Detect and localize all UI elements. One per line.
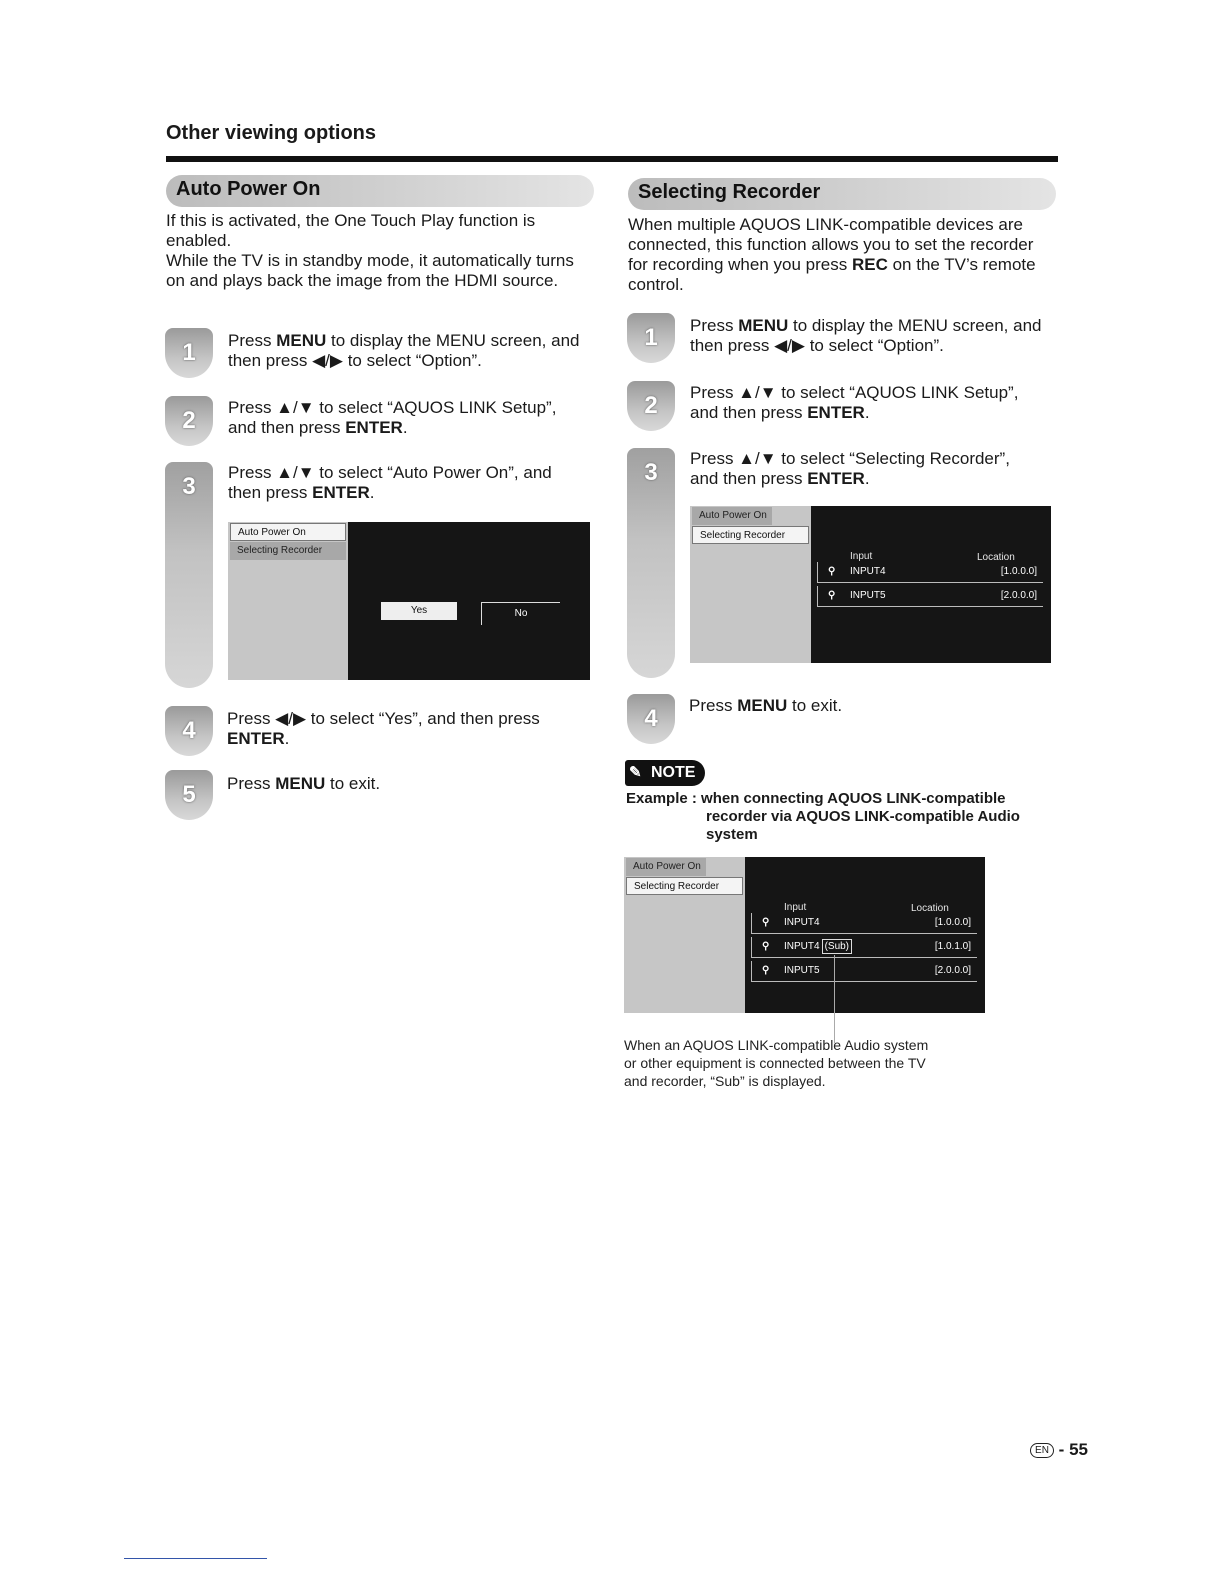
- left-intro: [166, 211, 574, 291]
- no-button[interactable]: No: [481, 602, 560, 625]
- intro-line: control.: [628, 275, 684, 294]
- recorder-row[interactable]: [817, 562, 1043, 583]
- device-icon: ⚲: [762, 965, 770, 976]
- menu-item-auto-power-on[interactable]: Auto Power On: [230, 523, 346, 541]
- step-badge: 2: [165, 396, 213, 446]
- heading-auto-power-on: [166, 175, 594, 207]
- recorder-row[interactable]: [751, 913, 977, 934]
- intro-line: for recording when you press REC on the TV’s remote: [628, 255, 1036, 274]
- intro-line: If this is activated, the One Touch Play function is: [166, 211, 536, 230]
- device-icon: ⚲: [828, 566, 836, 577]
- device-icon: ⚲: [762, 941, 770, 952]
- row-location: [1.0.0.0]: [934, 917, 971, 928]
- row-input: INPUT4: [784, 917, 820, 928]
- col-location-header: Location: [911, 903, 949, 914]
- footer-line: [124, 1558, 267, 1559]
- sub-tag: (Sub): [822, 939, 852, 954]
- note-badge: ✎ NOTE: [625, 760, 705, 786]
- step-badge: 3: [165, 462, 213, 688]
- yes-button[interactable]: Yes: [381, 602, 457, 620]
- row-input: INPUT4: [850, 566, 886, 577]
- step-badge: 5: [165, 770, 213, 820]
- menu-pane: [624, 857, 745, 1013]
- step-text: Press ▲/▼ to select “Auto Power On”, and then press ENTER.: [228, 463, 552, 502]
- row-location: [1.0.1.0]: [934, 941, 971, 952]
- menu-item-selecting-recorder[interactable]: Selecting Recorder: [626, 877, 743, 895]
- menu-item-selecting-recorder[interactable]: Selecting Recorder: [230, 542, 346, 560]
- row-input: INPUT5: [850, 590, 886, 601]
- step-text: Press ▲/▼ to select “AQUOS LINK Setup”, and then press ENTER.: [228, 398, 557, 437]
- intro-line: While the TV is in standby mode, it automatically turns: [166, 251, 574, 270]
- step-text: Press ▲/▼ to select “AQUOS LINK Setup”, and then press ENTER.: [690, 383, 1019, 422]
- step-text: Press MENU to exit.: [689, 696, 843, 715]
- step-text: Press MENU to display the MENU screen, and then press ◀/▶ to select “Option”.: [690, 316, 1042, 355]
- example-text: Example : when connecting AQUOS LINK-compatible recorder via AQUOS LINK-compatible Audio system: [626, 790, 1020, 843]
- pencil-icon: ✎: [629, 764, 642, 781]
- menu-item-auto-power-on[interactable]: Auto Power On: [692, 507, 772, 525]
- right-intro: [628, 215, 1036, 295]
- device-icon: ⚲: [762, 917, 770, 928]
- page-number: EN - 55: [1030, 1440, 1088, 1460]
- row-location: [1.0.0.0]: [1000, 566, 1037, 577]
- step-badge: 3: [627, 448, 675, 678]
- intro-line: enabled.: [166, 231, 232, 250]
- step-badge: 4: [627, 694, 675, 744]
- example-screen: [624, 857, 985, 1013]
- recorder-row[interactable]: [751, 961, 977, 982]
- recorder-row[interactable]: [751, 937, 977, 958]
- row-location: [2.0.0.0]: [1000, 590, 1037, 601]
- title-rule: [166, 156, 1058, 162]
- col-location-header: Location: [977, 552, 1015, 563]
- step-text: Press MENU to display the MENU screen, and then press ◀/▶ to select “Option”.: [228, 331, 580, 370]
- caption: When an AQUOS LINK-compatible Audio system or other equipment is connected between the TV and recorder, “Sub” is displayed.: [624, 1037, 929, 1089]
- row-input: INPUT5: [784, 965, 820, 976]
- step-badge: 4: [165, 706, 213, 756]
- step-badge: 1: [627, 313, 675, 363]
- menu-pane: [690, 506, 811, 663]
- step-badge: 1: [165, 328, 213, 378]
- section-title: Other viewing options: [166, 122, 377, 144]
- heading-selecting-recorder: [628, 178, 1056, 210]
- menu-item-selecting-recorder[interactable]: Selecting Recorder: [692, 526, 809, 544]
- col-input-header: Input: [784, 902, 807, 913]
- col-input-header: Input: [850, 551, 873, 562]
- intro-line: connected, this function allows you to set the recorder: [628, 235, 1034, 254]
- row-input: INPUT4 (Sub): [784, 937, 852, 957]
- menu-item-auto-power-on[interactable]: Auto Power On: [626, 858, 706, 876]
- heading-text: Selecting Recorder: [638, 181, 821, 203]
- selecting-recorder-screen: [690, 506, 1051, 663]
- heading-text: Auto Power On: [176, 178, 321, 200]
- recorder-row[interactable]: [817, 586, 1043, 607]
- menu-pane: [228, 522, 348, 680]
- row-location: [2.0.0.0]: [934, 965, 971, 976]
- intro-line: When multiple AQUOS LINK-compatible devices are: [628, 215, 1023, 234]
- step-text: Press ◀/▶ to select “Yes”, and then press ENTER.: [227, 709, 540, 748]
- step-badge: 2: [627, 381, 675, 431]
- callout-line: [834, 955, 835, 1043]
- step-text: Press ▲/▼ to select “Selecting Recorder”, and then press ENTER.: [690, 449, 1010, 488]
- language-badge: EN: [1030, 1443, 1054, 1458]
- step-text: Press MENU to exit.: [227, 774, 381, 793]
- auto-power-on-screen: [228, 522, 590, 680]
- intro-line: on and plays back the image from the HDMI source.: [166, 271, 559, 290]
- device-icon: ⚲: [828, 590, 836, 601]
